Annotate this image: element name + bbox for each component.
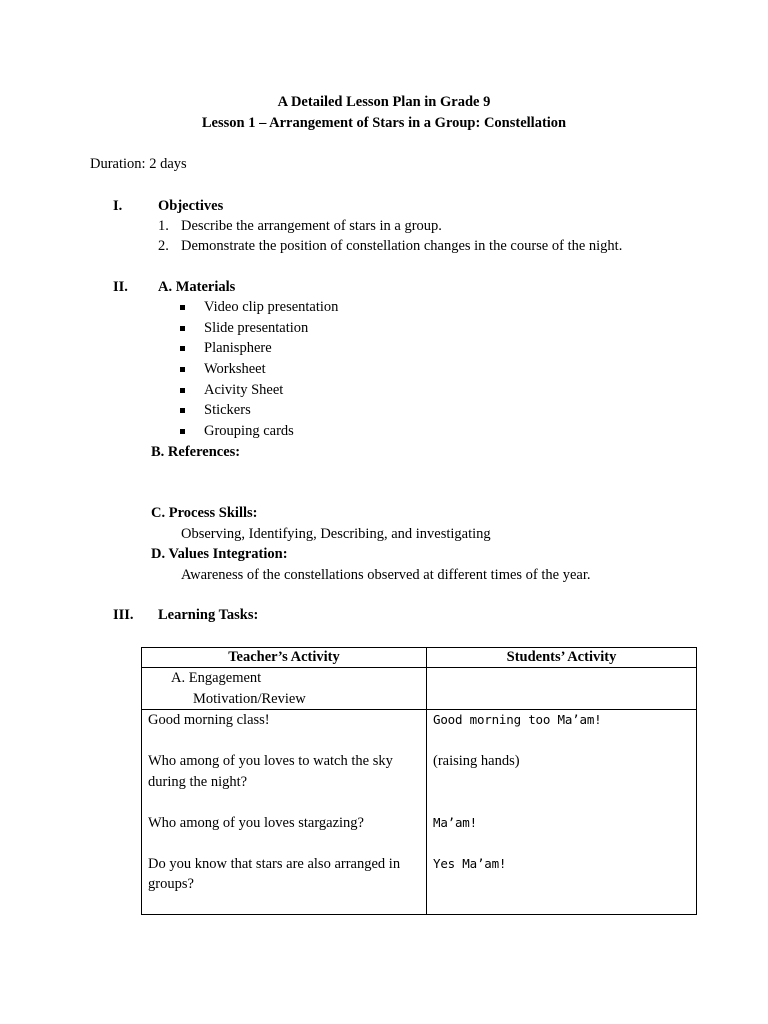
learning-tasks-table (141, 647, 697, 915)
material-item (204, 381, 283, 399)
materials-heading: A. Materials (158, 279, 236, 295)
material-item (204, 319, 308, 337)
bullet-icon (180, 346, 185, 351)
process-skills-text: Observing, Identifying, Describing, and investigating (181, 526, 491, 542)
values-integration-heading: D. Values Integration: (151, 546, 288, 562)
student-line: (raising hands) (433, 753, 520, 769)
document-title: A Detailed Lesson Plan in Grade 9 (277, 94, 491, 110)
bullet-icon (180, 367, 185, 372)
learning-tasks-heading: Learning Tasks: (158, 607, 259, 623)
section-numeral-2: II. (113, 279, 128, 295)
material-item (204, 360, 266, 378)
material-item (204, 422, 294, 440)
bullet-icon (180, 388, 185, 393)
objective-number-2: 2. (158, 238, 169, 254)
material-label: Planisphere (204, 340, 272, 356)
duration: Duration: 2 days (90, 156, 187, 172)
material-label: Slide presentation (204, 320, 309, 336)
teacher-line: groups? (148, 876, 194, 892)
teacher-line: Who among of you loves stargazing? (148, 814, 364, 831)
objective-number-1: 1. (158, 218, 169, 234)
material-item (204, 298, 338, 316)
material-label: Acivity Sheet (204, 382, 284, 398)
engagement-sub-label: Motivation/Review (193, 690, 306, 707)
section-numeral-3: III. (113, 607, 134, 623)
engagement-cell (142, 668, 427, 710)
bullet-icon (180, 326, 185, 331)
students-activity-cell (427, 710, 697, 915)
material-label: Video clip presentation (204, 299, 339, 315)
teacher-line: Do you know that stars are also arranged in (148, 855, 401, 872)
students-activity-header: Students’ Activity (427, 648, 697, 668)
process-skills-heading: C. Process Skills: (151, 505, 258, 521)
bullet-icon (180, 408, 185, 413)
table-row (142, 710, 697, 915)
engagement-label: A. Engagement (171, 670, 262, 686)
material-label: Stickers (204, 402, 251, 418)
values-integration-text: Awareness of the constellations observed at different times of the year. (181, 567, 591, 583)
table-header-row (142, 648, 697, 668)
references-heading: B. References: (151, 444, 241, 460)
teacher-activity-header: Teacher’s Activity (142, 648, 427, 668)
teacher-activity-cell (142, 710, 427, 915)
teacher-line: during the night? (148, 773, 248, 790)
bullet-icon (180, 429, 185, 434)
lesson-title: Lesson 1 – Arrangement of Stars in a Group: Constellation (201, 115, 567, 131)
material-label: Worksheet (204, 361, 266, 377)
bullet-icon (180, 305, 185, 310)
section-numeral-1: I. (113, 198, 123, 214)
teacher-line: Good morning class! (148, 712, 270, 728)
student-line: Yes Ma’am! (433, 855, 507, 871)
material-item (204, 339, 272, 357)
empty-cell (427, 668, 697, 710)
material-label: Grouping cards (204, 423, 294, 439)
objective-item: Describe the arrangement of stars in a group. (181, 218, 442, 234)
teacher-line: Who among of you loves to watch the sky (148, 753, 393, 769)
table-row (142, 668, 697, 710)
student-line: Good morning too Ma’am! (433, 712, 602, 727)
student-line: Ma’am! (433, 814, 477, 830)
objective-item: Demonstrate the position of constellation changes in the course of the night. (181, 238, 623, 254)
objectives-heading: Objectives (158, 198, 224, 214)
material-item (204, 401, 251, 419)
